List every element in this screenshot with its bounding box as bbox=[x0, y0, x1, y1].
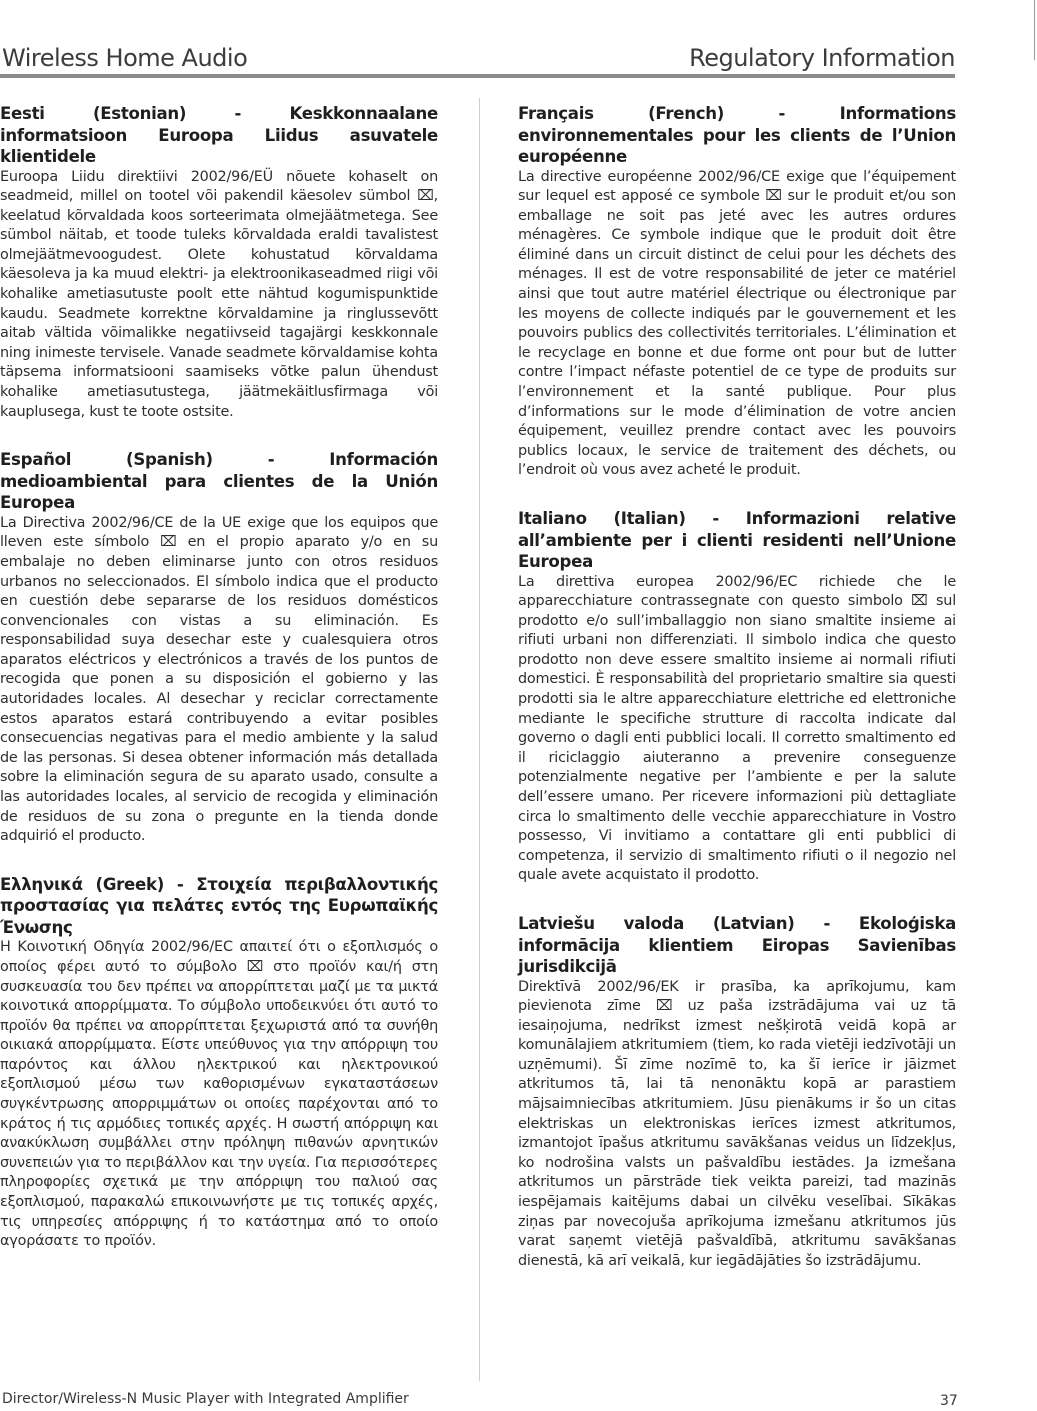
section-heading: Français (French) - Informations environnementales pour les clients de l’Union européenne bbox=[518, 104, 956, 166]
footer-product-name: Director/Wireless-N Music Player with Integrated Amplifier bbox=[2, 1391, 409, 1407]
header-divider bbox=[0, 74, 955, 78]
section-heading: Español (Spanish) - Información medioambiental para clientes de la Unión Europea bbox=[0, 450, 438, 513]
section-heading: Latviešu valoda (Latvian) - Ekoloģiska informācija klientiem Eiropas Savienības jurisdikcijā bbox=[518, 914, 956, 976]
section-heading: Ελληνικά (Greek) - Στοιχεία περιβαλλοντικής προστασίας για πελάτες εντός της Ευρωπαϊκής Ένωσης bbox=[0, 874, 438, 937]
header-title: Wireless Home Audio bbox=[2, 44, 248, 72]
section-estonian bbox=[0, 103, 438, 422]
page-number: 37 bbox=[940, 1393, 958, 1409]
section-title: Regulatory Information bbox=[689, 44, 955, 72]
section-french bbox=[518, 103, 956, 481]
section-heading: Eesti (Estonian) - Keskkonnaalane informatsioon Euroopa Liidus asuvatele klientidele bbox=[0, 104, 438, 166]
section-body: Direktīvā 2002/96/EK ir prasība, ka aprīkojumu, kam pievienota zīme ⌧ uz paša izstrādājuma vai uz tā iesaiņojuma, nedrīkst izmest nešķirotā veidā kopā ar komunālajiem atkritumiem (tiem, ko rada vietēji iedzīvotāji un uzņēmumi). Šī zīme nozīmē to, ka šī ierīce ir jāizmet atkritumos tā, lai tā nenonāktu kopā ar parastiem mājsaimniecības atkritumiem. Jūsu pienākums ir šo un citas elektriskas un elektroniskas ierīces izmest atkritumos, izmantojot īpašus atkritumu savākšanas veidus un līdzekļus, ko nodrošina valsts un pašvaldību iestādes. Ja izmešana atkritumos un pārstrāde tiek veikta pareizi, tad mazinās iespējamais kaitējums dabai un cilvēku veselībai. Sīkākas ziņas par novecojuša aprīkojuma izmešanu atkritumos jūs varat saņemt vietējā pašvaldībā, atkritumu savākšanas dienestā, kā arī veikalā, kur iegādājāties šo izstrādājumu. bbox=[518, 978, 956, 1269]
section-body: Η Κοινοτική Οδηγία 2002/96/EC απαιτεί ότι ο εξοπλισμός ο οποίος φέρει αυτό το σύμβολο ⌧ στο προϊόν και/ή στη συσκευασία του δεν πρέπει να απορρίπτεται μαζί με τα μικτά κοινοτικά απορρίμματα. Το σύμβολο υποδεικνύει ότι αυτό το προϊόν θα πρέπει να απορρίπτεται ξεχωριστά από τα συνήθη οικιακά απορρίμματα. Είστε υπεύθυνος για την απόρριψη του παρόντος και άλλου ηλεκτρικού και ηλεκτρονικού εξοπλισμού μέσω των καθορισμένων εγκαταστάσεων συγκέντρωσης απορριμμάτων οι οποίες παρέχονται από το κράτος ή τις αρμόδιες τοπικές αρχές. Η σωστή απόρριψη και ανακύκλωση συμβάλλει στην πρόληψη πιθανών αρνητικών συνεπειών για το περιβάλλον και την υγεία. Για περισσότερες πληροφορίες σχετικά με την απόρριψη του παλιού σας εξοπλισμού, παρακαλώ επικοινωνήστε με τις τοπικές αρχές, τις υπηρεσίες απόρριψης ή το κατάστημα από το οποίο αγοράσατε το προϊόν. bbox=[0, 939, 438, 1250]
section-heading: Italiano (Italian) - Informazioni relative all’ambiente per i clienti residenti nell’Unione Europea bbox=[518, 509, 956, 571]
section-spanish bbox=[0, 449, 438, 847]
section-greek bbox=[0, 874, 438, 1252]
column-divider bbox=[479, 98, 480, 1381]
section-latvian bbox=[518, 913, 956, 1271]
page-edge-mark bbox=[1034, 0, 1035, 60]
section-body: La Directiva 2002/96/CE de la UE exige que los equipos que lleven este símbolo ⌧ en el propio aparato y/o en su embalaje no deben eliminarse junto con otros residuos urbanos no seleccionados. El símbolo indica que el producto en cuestión debe separarse de los residuos domésticos convencionales con vistas a su eliminación. Es responsabilidad suya desechar este y cualesquiera otros aparatos eléctricos y electrónicos a través de los puntos de recogida que ponen a su disposición el gobierno y las autoridades locales. Al desechar y reciclar correctamente estos aparatos estará contribuyendo a evitar posibles consecuencias negativas para el medio ambiente y la salud de las personas. Si desea obtener información más detallada sobre la eliminación segura de su aparato usado, consulte a las autoridades locales, al servicio de recogida y eliminación de residuos de su zona o pregunte en la tienda donde adquirió el producto. bbox=[0, 514, 438, 845]
left-column bbox=[0, 103, 438, 1252]
right-column bbox=[518, 103, 956, 1271]
section-body: La direttiva europea 2002/96/EC richiede che le apparecchiature contrassegnate con questo simbolo ⌧ sul prodotto e/o sull’imballaggio non siano smaltite insieme ai rifiuti urbani non differenziati. Il simbolo indica che questo prodotto non deve essere smaltito insieme ai normali rifiuti domestici. È responsabilità del proprietario smaltire sia questi prodotti sia le altre apparecchiature elettriche ed elettroniche mediante le specifiche strutture di raccolta indicate dal governo o dagli enti pubblici locali. Il corretto smaltimento ed il riciclaggio aiuteranno a prevenire conseguenze potenzialmente negative per l’ambiente e per la salute dell’essere umano. Per ricevere informazioni più dettagliate circa lo smaltimento delle vecchie apparecchiature in Vostro possesso, Vi invitiamo a contattare gli enti pubblici di competenza, il servizio di smaltimento rifiuti o il negozio nel quale avete acquistato il prodotto. bbox=[518, 573, 956, 884]
section-italian bbox=[518, 508, 956, 886]
section-body: Euroopa Liidu direktiivi 2002/96/EÜ nõuete kohaselt on seadmeid, millel on tootel või pakendil käesolev sümbol ⌧, keelatud kõrvaldada koos sorteerimata olmejäätmetega. See sümbol näitab, et toode tuleks kõrvaldada eraldi tavalistest olmejäätmevoogudest. Olete kohustatud kõrvaldama käesoleva ja ka muud elektri- ja elektroonikaseadmed riigi või kohalike ametiasutuste poolt ette nähtud kogumispunktide kaudu. Seadmete korrektne kõrvaldamine ja ringlussevõtt aitab vältida võimalikke negatiivseid tagajärgi keskkonnale ning inimeste tervisele. Vanade seadmete kõrvaldamise kohta täpsema informatsiooni saamiseks võtke palun ühendust kohalike ametiasutustega, jäätmekäitlusfirmaga või kauplusega, kust te toote ostsite. bbox=[0, 168, 438, 420]
section-body: La directive européenne 2002/96/CE exige que l’équipement sur lequel est apposé ce symbole ⌧ sur le produit et/ou son emballage ne soit pas jeté avec les autres ordures ménagères. Ce symbole indique que le produit doit être éliminé dans un circuit distinct de celui pour les déchets des ménages. Il est de votre responsabilité de jeter ce matériel ainsi que tout autre matériel électrique ou électronique par les moyens de collecte indiqués par le gouvernement et les pouvoirs publics des collectivités territoriales. L’élimination et le recyclage en bonne et due forme ont pour but de lutter contre l’impact néfaste potentiel de ce type de produits sur l’environnement et la santé publique. Pour plus d’informations sur le mode d’élimination de votre ancien équipement, veuillez prendre contact avec les pouvoirs publics locaux, le service de traitement des déchets, ou l’endroit où vous avez acheté le produit. bbox=[518, 168, 956, 479]
